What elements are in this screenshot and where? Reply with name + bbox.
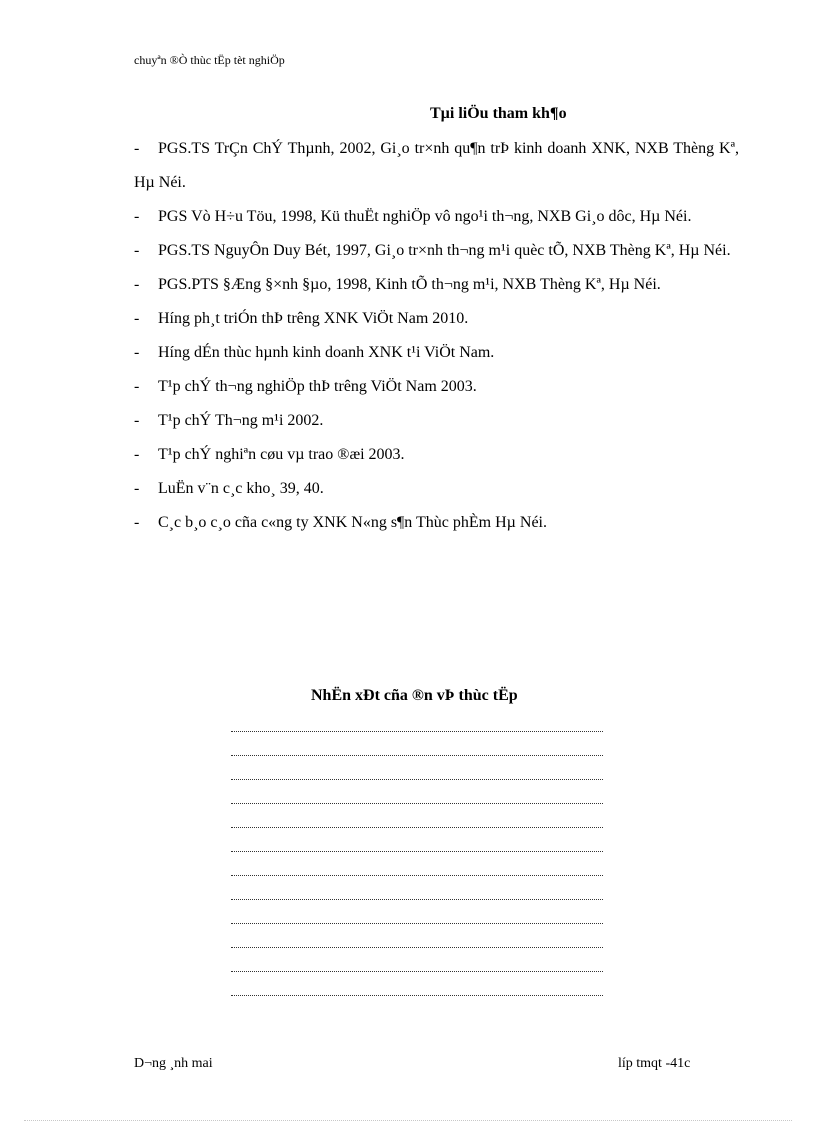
reference-text: T¹p chÝ Th¬ng m¹i 2002. bbox=[158, 412, 324, 429]
reference-list bbox=[134, 132, 739, 540]
reference-text: T¹p chÝ th¬ng nghiÖp thÞ trêng ViÖt Nam 2003. bbox=[158, 378, 477, 395]
reference-text: PGS.TS NguyÔn Duy Bét, 1997, Gi¸o tr×nh th¬ng m¹i quèc tÕ, NXB Thèng Kª, Hµ Néi. bbox=[158, 242, 731, 259]
reference-item bbox=[134, 438, 739, 472]
reference-item bbox=[134, 370, 739, 404]
dotted-line bbox=[231, 856, 603, 880]
dotted-line bbox=[231, 808, 603, 832]
references-title: Tµi liÖu tham kh¶o bbox=[430, 105, 567, 122]
list-dash: - bbox=[134, 276, 140, 293]
list-dash: - bbox=[134, 480, 140, 497]
dotted-line bbox=[231, 952, 603, 976]
reference-item bbox=[134, 472, 739, 506]
reference-item bbox=[134, 404, 739, 438]
list-dash: - bbox=[134, 140, 140, 157]
reference-text: PGS.PTS §Æng §×nh §µo, 1998, Kinh tÕ th¬ng m¹i, NXB Thèng Kª, Hµ Néi. bbox=[158, 276, 661, 293]
list-dash: - bbox=[134, 446, 140, 463]
reference-text: Híng dÉn thùc hµnh kinh doanh XNK t¹i ViÖt Nam. bbox=[158, 344, 495, 361]
dotted-line bbox=[231, 928, 603, 952]
list-dash: - bbox=[134, 514, 140, 531]
list-dash: - bbox=[134, 208, 140, 225]
reference-text: LuËn v¨n c¸c kho¸ 39, 40. bbox=[158, 480, 324, 497]
review-section-title: NhËn xÐt cña ®n vÞ thùc tËp bbox=[311, 687, 518, 704]
dotted-line bbox=[231, 712, 603, 736]
reference-item bbox=[134, 132, 739, 200]
review-writing-area bbox=[231, 712, 603, 1000]
reference-item bbox=[134, 200, 739, 234]
page-bottom-border bbox=[24, 1120, 792, 1121]
reference-text: PGS.TS TrÇn ChÝ Thµnh, 2002, Gi¸o tr×nh qu¶n trÞ kinh doanh XNK, NXB Thèng Kª, Hµ Néi. bbox=[134, 140, 739, 191]
dotted-line bbox=[231, 760, 603, 784]
reference-text: T¹p chÝ nghiªn cøu vµ trao ®æi 2003. bbox=[158, 446, 405, 463]
reference-text: PGS Vò H÷u Töu, 1998, Kü thuËt nghiÖp vô ngo¹i th¬ng, NXB Gi¸o dôc, Hµ Néi. bbox=[158, 208, 692, 225]
reference-text: Híng ph¸t triÓn thÞ trêng XNK ViÖt Nam 2010. bbox=[158, 310, 469, 327]
reference-text: C¸c b¸o c¸o cña c«ng ty XNK N«ng s¶n Thùc phÈm Hµ Néi. bbox=[158, 514, 547, 531]
reference-item bbox=[134, 234, 739, 268]
reference-item bbox=[134, 268, 739, 302]
dotted-line bbox=[231, 880, 603, 904]
dotted-line bbox=[231, 832, 603, 856]
dotted-line bbox=[231, 976, 603, 1000]
page-header: chuyªn ®Ò thùc tËp tèt nghiÖp bbox=[134, 53, 285, 67]
dotted-line bbox=[231, 736, 603, 760]
dotted-line bbox=[231, 784, 603, 808]
footer-author: D¬ng ¸nh mai bbox=[134, 1056, 213, 1071]
dotted-line bbox=[231, 904, 603, 928]
reference-item bbox=[134, 506, 739, 540]
list-dash: - bbox=[134, 344, 140, 361]
list-dash: - bbox=[134, 310, 140, 327]
list-dash: - bbox=[134, 242, 140, 259]
list-dash: - bbox=[134, 412, 140, 429]
reference-item bbox=[134, 336, 739, 370]
reference-item bbox=[134, 302, 739, 336]
list-dash: - bbox=[134, 378, 140, 395]
footer-class: líp tmqt -41c bbox=[618, 1056, 691, 1071]
